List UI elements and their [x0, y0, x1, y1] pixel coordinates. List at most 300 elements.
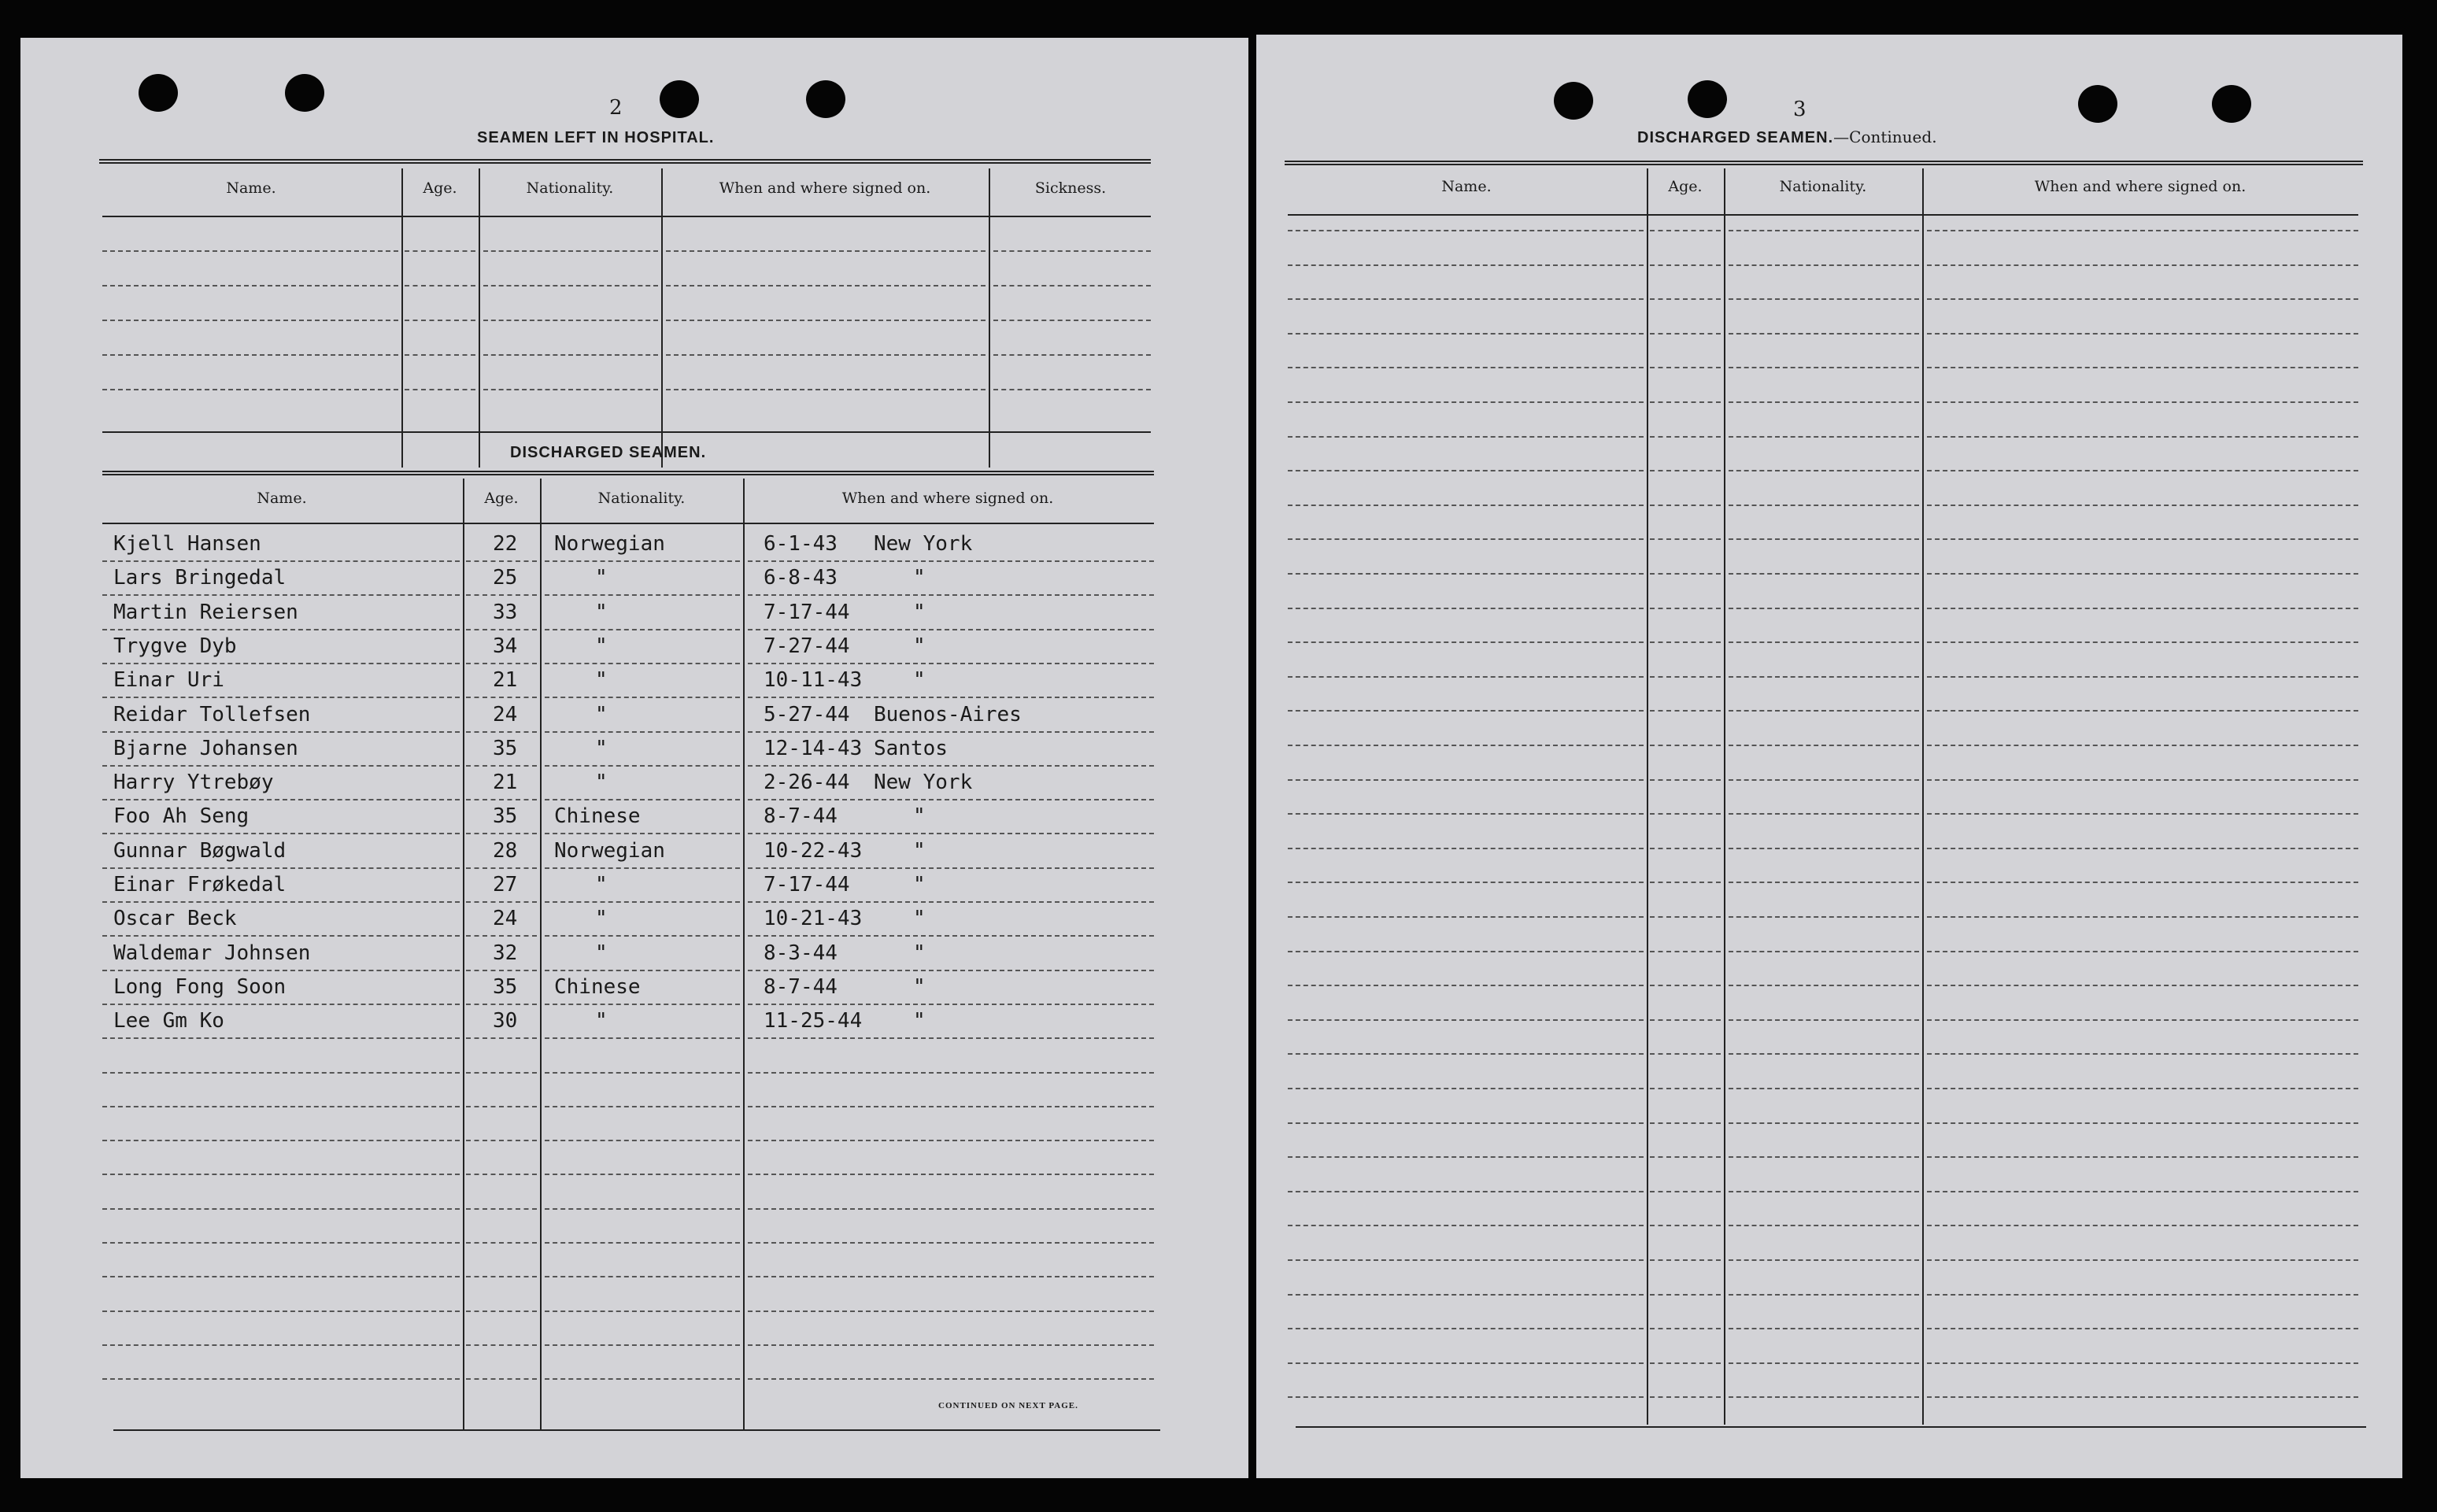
- col-header-name: Name.: [257, 490, 307, 507]
- ruled-line: [1927, 951, 2358, 952]
- ruled-line: [1729, 813, 1919, 815]
- ruled-line: [1650, 916, 1721, 918]
- ruled-line: [1729, 641, 1919, 643]
- ruled-line: [1927, 813, 2358, 815]
- punch-hole: [660, 80, 699, 118]
- ruled-line: [466, 1344, 537, 1346]
- cell-nationality: ": [595, 771, 608, 795]
- cell-nationality: ": [595, 634, 608, 658]
- ruled-line: [405, 250, 475, 252]
- ruled-line: [545, 1140, 740, 1141]
- cell-place: ": [913, 1009, 926, 1033]
- ruled-line: [1650, 813, 1721, 815]
- ruled-line: [1650, 1122, 1721, 1124]
- ruled-line: [1927, 264, 2358, 266]
- ruled-line: [466, 1140, 537, 1141]
- punch-hole: [2212, 85, 2251, 123]
- ruled-line: [1927, 985, 2358, 986]
- ruled-line: [1729, 505, 1919, 506]
- ruled-line: [1650, 608, 1721, 609]
- ruled-line: [1729, 779, 1919, 781]
- ruled-line: [466, 629, 537, 630]
- ruled-line: [1729, 264, 1919, 266]
- ruled-line: [1288, 333, 1644, 335]
- ruled-line: [545, 970, 740, 971]
- ruled-line: [1729, 951, 1919, 952]
- ruled-line: [102, 594, 460, 596]
- ruled-line: [545, 1072, 740, 1074]
- ruled-line: [1927, 676, 2358, 678]
- ruled-line: [545, 1276, 740, 1277]
- ruled-line: [1927, 1191, 2358, 1192]
- ruled-line: [1729, 710, 1919, 712]
- col-header-age: Age.: [423, 179, 457, 197]
- ruled-line: [466, 1242, 537, 1244]
- punch-hole: [1554, 82, 1593, 120]
- cell-date: 8-3-44: [764, 941, 838, 965]
- ruled-line: [405, 354, 475, 356]
- ruled-line: [1650, 710, 1721, 712]
- ruled-line: [1288, 230, 1644, 231]
- ruled-line: [1927, 367, 2358, 368]
- ruled-line: [466, 560, 537, 562]
- column-divider: [1724, 168, 1725, 1425]
- page-number: 2: [609, 96, 623, 120]
- ruled-line: [1927, 1053, 2358, 1055]
- col-header-nationality: Nationality.: [597, 490, 686, 507]
- ruled-line: [1927, 1122, 2358, 1124]
- ruled-line: [1729, 1328, 1919, 1329]
- ruled-line: [748, 594, 1154, 596]
- ruled-line: [1927, 916, 2358, 918]
- ruled-line: [1729, 470, 1919, 471]
- ruled-line: [1927, 1156, 2358, 1158]
- cell-place: ": [913, 566, 926, 590]
- ruled-line: [466, 970, 537, 971]
- ruled-line: [545, 1378, 740, 1380]
- cell-nationality: Norwegian: [554, 532, 665, 556]
- ruled-line: [466, 1208, 537, 1210]
- cell-place: New York: [874, 532, 973, 556]
- ruled-line: [1288, 745, 1644, 746]
- ruled-line: [1288, 505, 1644, 506]
- ruled-line: [993, 320, 1151, 321]
- cell-place: Buenos-Aires: [874, 702, 1022, 726]
- cell-name: Trygve Dyb: [113, 634, 237, 658]
- rule: [113, 1429, 1160, 1431]
- punch-hole: [806, 80, 845, 118]
- ruled-line: [1729, 1396, 1919, 1398]
- ruled-line: [1729, 916, 1919, 918]
- ruled-line: [466, 1311, 537, 1312]
- cell-age: 34: [493, 634, 518, 658]
- ruled-line: [1288, 1396, 1644, 1398]
- ruled-line: [102, 1106, 460, 1107]
- ruled-line: [748, 1174, 1154, 1175]
- ruled-line: [666, 285, 986, 287]
- cell-name: Waldemar Johnsen: [113, 941, 311, 965]
- cell-age: 30: [493, 1009, 518, 1033]
- ruled-line: [1729, 573, 1919, 575]
- cell-nationality: ": [595, 566, 608, 590]
- cell-name: Harry Ytrebøy: [113, 771, 274, 795]
- cell-name: Lee Gm Ko: [113, 1009, 224, 1033]
- ruled-line: [405, 285, 475, 287]
- ruled-line: [1650, 401, 1721, 403]
- cell-name: Martin Reiersen: [113, 600, 298, 624]
- col-header-signed-on: When and where signed on.: [719, 179, 931, 197]
- ruled-line: [1729, 745, 1919, 746]
- ruled-line: [1288, 1362, 1644, 1364]
- ruled-line: [545, 833, 740, 834]
- ruled-line: [1927, 745, 2358, 746]
- ruled-line: [102, 1344, 460, 1346]
- ruled-line: [1927, 298, 2358, 300]
- ruled-line: [102, 970, 460, 971]
- ruled-line: [748, 1140, 1154, 1141]
- ruled-line: [993, 389, 1151, 390]
- ruled-line: [466, 1276, 537, 1277]
- cell-name: Reidar Tollefsen: [113, 702, 311, 726]
- ruled-line: [102, 629, 460, 630]
- ruled-line: [102, 1004, 460, 1005]
- ruled-line: [1729, 1191, 1919, 1192]
- ruled-line: [102, 1037, 460, 1039]
- ruled-line: [1927, 641, 2358, 643]
- ruled-line: [1650, 264, 1721, 266]
- ruled-line: [1288, 882, 1644, 883]
- ruled-line: [545, 935, 740, 937]
- ruled-line: [466, 663, 537, 664]
- ruled-line: [748, 1072, 1154, 1074]
- ruled-line: [1650, 882, 1721, 883]
- ruled-line: [483, 320, 658, 321]
- ruled-line: [1650, 298, 1721, 300]
- cell-nationality: ": [595, 668, 608, 693]
- cell-date: 10-21-43: [764, 907, 863, 931]
- punch-hole: [285, 74, 324, 112]
- ruled-line: [1288, 641, 1644, 643]
- cell-date: 7-17-44: [764, 873, 850, 896]
- ruled-line: [1729, 1259, 1919, 1261]
- ruled-line: [483, 285, 658, 287]
- ruled-line: [1729, 333, 1919, 335]
- ruled-line: [1288, 1259, 1644, 1261]
- cell-place: ": [913, 974, 926, 999]
- cell-age: 28: [493, 838, 518, 863]
- col-header-nationality: Nationality.: [1779, 178, 1867, 195]
- ruled-line: [1927, 1019, 2358, 1021]
- ruled-line: [1927, 882, 2358, 883]
- rule: [1296, 1426, 2366, 1428]
- ruled-line: [1927, 608, 2358, 609]
- column-divider: [989, 168, 990, 468]
- ruled-line: [466, 765, 537, 767]
- discharged-section-title: DISCHARGED SEAMEN.: [510, 444, 707, 461]
- ruled-line: [466, 1037, 537, 1039]
- ruled-line: [1288, 1294, 1644, 1296]
- ruled-line: [545, 867, 740, 869]
- ruled-line: [102, 1208, 460, 1210]
- ruled-line: [993, 354, 1151, 356]
- cell-nationality: ": [595, 736, 608, 760]
- ruled-line: [545, 765, 740, 767]
- ruled-line: [748, 1378, 1154, 1380]
- ruled-line: [1288, 676, 1644, 678]
- cell-nationality: ": [595, 702, 608, 726]
- column-divider: [479, 168, 480, 468]
- ruled-line: [1288, 298, 1644, 300]
- ruled-line: [1288, 436, 1644, 438]
- ruled-line: [102, 663, 460, 664]
- ruled-line: [1927, 779, 2358, 781]
- ruled-line: [102, 833, 460, 834]
- column-divider: [1922, 168, 1924, 1425]
- col-header-name: Name.: [1441, 178, 1492, 195]
- ruled-line: [1729, 882, 1919, 883]
- ruled-line: [466, 901, 537, 903]
- ruled-line: [545, 1174, 740, 1175]
- cell-date: 8-7-44: [764, 974, 838, 999]
- column-divider: [401, 168, 403, 468]
- ruled-line: [1650, 505, 1721, 506]
- ruled-line: [1729, 1156, 1919, 1158]
- ruled-line: [748, 663, 1154, 664]
- ruled-line: [1729, 1088, 1919, 1089]
- ruled-line: [1927, 710, 2358, 712]
- cell-name: Bjarne Johansen: [113, 736, 298, 760]
- rule: [99, 159, 1151, 164]
- ruled-line: [102, 765, 460, 767]
- header-rule: [102, 523, 1154, 524]
- ruled-line: [1288, 1122, 1644, 1124]
- ruled-line: [1729, 298, 1919, 300]
- cell-age: 35: [493, 736, 518, 760]
- ruled-line: [102, 1378, 460, 1380]
- cell-nationality: ": [595, 873, 608, 896]
- ruled-line: [1650, 436, 1721, 438]
- ruled-line: [748, 560, 1154, 562]
- ruled-line: [1650, 1294, 1721, 1296]
- column-divider: [540, 479, 542, 1431]
- ruled-line: [1729, 1225, 1919, 1226]
- cell-age: 27: [493, 873, 518, 896]
- punch-hole: [2078, 85, 2117, 123]
- rule: [1285, 161, 2363, 165]
- ruled-line: [748, 1344, 1154, 1346]
- cell-name: Foo Ah Seng: [113, 804, 250, 829]
- ruled-line: [748, 1242, 1154, 1244]
- ruled-line: [466, 935, 537, 937]
- ruled-line: [1729, 985, 1919, 986]
- ruled-line: [483, 389, 658, 390]
- ruled-line: [102, 1276, 460, 1277]
- header-rule: [102, 216, 1151, 217]
- col-header-age: Age.: [484, 490, 519, 507]
- ruled-line: [102, 250, 398, 252]
- ruled-line: [1288, 367, 1644, 368]
- cell-age: 32: [493, 941, 518, 965]
- ruled-line: [1288, 985, 1644, 986]
- ruled-line: [1288, 264, 1644, 266]
- column-divider: [463, 479, 464, 1431]
- column-divider: [661, 168, 663, 468]
- ruled-line: [748, 697, 1154, 698]
- ruled-line: [1729, 1122, 1919, 1124]
- ruled-line: [1927, 505, 2358, 506]
- continued-note: CONTINUED ON NEXT PAGE.: [938, 1401, 1078, 1410]
- ruled-line: [993, 285, 1151, 287]
- cell-place: ": [913, 668, 926, 693]
- ruled-line: [545, 1242, 740, 1244]
- cell-age: 35: [493, 804, 518, 829]
- ruled-line: [1650, 1328, 1721, 1329]
- ruled-line: [545, 663, 740, 664]
- ruled-line: [466, 1072, 537, 1074]
- ruled-line: [483, 250, 658, 252]
- cell-date: 6-1-43: [764, 532, 838, 556]
- ruled-line: [405, 389, 475, 390]
- cell-age: 35: [493, 974, 518, 999]
- ruled-line: [1650, 333, 1721, 335]
- ruled-line: [102, 935, 460, 937]
- ruled-line: [1927, 470, 2358, 471]
- ruled-line: [1729, 1019, 1919, 1021]
- ruled-line: [466, 1174, 537, 1175]
- ruled-line: [545, 731, 740, 733]
- ruled-line: [1650, 1088, 1721, 1089]
- cell-place: New York: [874, 771, 973, 795]
- cell-date: 6-8-43: [764, 566, 838, 590]
- ruled-line: [1288, 813, 1644, 815]
- ruled-line: [1729, 1362, 1919, 1364]
- header-rule: [1288, 214, 2358, 216]
- ruled-line: [102, 1072, 460, 1074]
- ruled-line: [1650, 1019, 1721, 1021]
- cell-date: 12-14-43: [764, 736, 863, 760]
- ruled-line: [1927, 1225, 2358, 1226]
- ruled-line: [1729, 608, 1919, 609]
- ruled-line: [748, 765, 1154, 767]
- cell-name: Oscar Beck: [113, 907, 237, 931]
- ruled-line: [466, 867, 537, 869]
- col-header-signed-on: When and where signed on.: [841, 490, 1054, 507]
- ruled-line: [748, 867, 1154, 869]
- ruled-line: [748, 1311, 1154, 1312]
- cell-place: ": [913, 634, 926, 658]
- ruled-line: [545, 1311, 740, 1312]
- ruled-line: [748, 1208, 1154, 1210]
- ruled-line: [1288, 779, 1644, 781]
- ruled-line: [545, 1208, 740, 1210]
- cell-age: 24: [493, 907, 518, 931]
- col-header-signed-on: When and where signed on.: [2034, 178, 2247, 195]
- ruled-line: [1927, 1328, 2358, 1329]
- cell-age: 21: [493, 668, 518, 693]
- ruled-line: [545, 629, 740, 630]
- cell-date: 7-27-44: [764, 634, 850, 658]
- cell-date: 10-11-43: [764, 668, 863, 693]
- ruled-line: [666, 320, 986, 321]
- ruled-line: [102, 1311, 460, 1312]
- cell-name: Lars Bringedal: [113, 566, 287, 590]
- ruled-line: [1288, 1225, 1644, 1226]
- ruled-line: [748, 935, 1154, 937]
- cell-name: Einar Uri: [113, 668, 224, 693]
- cell-place: ": [913, 804, 926, 829]
- punch-hole: [1688, 80, 1727, 118]
- ruled-line: [545, 1344, 740, 1346]
- discharged-continued-title: DISCHARGED SEAMEN.—Continued.: [1637, 128, 1937, 146]
- ruled-line: [545, 1037, 740, 1039]
- ruled-line: [1288, 538, 1644, 540]
- col-header-name: Name.: [226, 179, 276, 197]
- cell-nationality: ": [595, 907, 608, 931]
- punch-hole: [139, 74, 178, 112]
- ruled-line: [102, 560, 460, 562]
- ruled-line: [1650, 1156, 1721, 1158]
- cell-age: 22: [493, 532, 518, 556]
- ruled-line: [748, 1004, 1154, 1005]
- ruled-line: [1650, 951, 1721, 952]
- ruled-line: [1650, 848, 1721, 849]
- ruled-line: [1650, 1259, 1721, 1261]
- ruled-line: [1650, 985, 1721, 986]
- ruled-line: [748, 799, 1154, 800]
- ruled-line: [1650, 745, 1721, 746]
- ruled-line: [545, 560, 740, 562]
- ruled-line: [1729, 436, 1919, 438]
- ruled-line: [1650, 538, 1721, 540]
- ruled-line: [1288, 1088, 1644, 1089]
- ruled-line: [1650, 1225, 1721, 1226]
- cell-age: 24: [493, 702, 518, 726]
- ruled-line: [666, 250, 986, 252]
- ruled-line: [102, 799, 460, 800]
- ruled-line: [1650, 367, 1721, 368]
- ruled-line: [466, 594, 537, 596]
- ruled-line: [1288, 573, 1644, 575]
- ruled-line: [1650, 1053, 1721, 1055]
- ruled-line: [993, 250, 1151, 252]
- ruled-line: [466, 697, 537, 698]
- ruled-line: [666, 354, 986, 356]
- ruled-line: [405, 320, 475, 321]
- ruled-line: [1927, 1294, 2358, 1296]
- cell-name: Kjell Hansen: [113, 532, 261, 556]
- ruled-line: [1650, 470, 1721, 471]
- cell-age: 33: [493, 600, 518, 624]
- ruled-line: [1927, 436, 2358, 438]
- ruled-line: [483, 354, 658, 356]
- cell-nationality: Chinese: [554, 974, 641, 999]
- ruled-line: [1729, 676, 1919, 678]
- ruled-line: [1288, 1191, 1644, 1192]
- ruled-line: [1729, 230, 1919, 231]
- ruled-line: [1650, 1191, 1721, 1192]
- cell-age: 21: [493, 771, 518, 795]
- cell-date: 5-27-44: [764, 702, 850, 726]
- column-divider: [743, 479, 745, 1431]
- ruled-line: [1650, 779, 1721, 781]
- cell-date: 10-22-43: [764, 838, 863, 863]
- cell-place: ": [913, 600, 926, 624]
- ruled-line: [1288, 848, 1644, 849]
- ruled-line: [1650, 1362, 1721, 1364]
- cell-name: Einar Frøkedal: [113, 873, 287, 896]
- ruled-line: [1729, 367, 1919, 368]
- ruled-line: [466, 1106, 537, 1107]
